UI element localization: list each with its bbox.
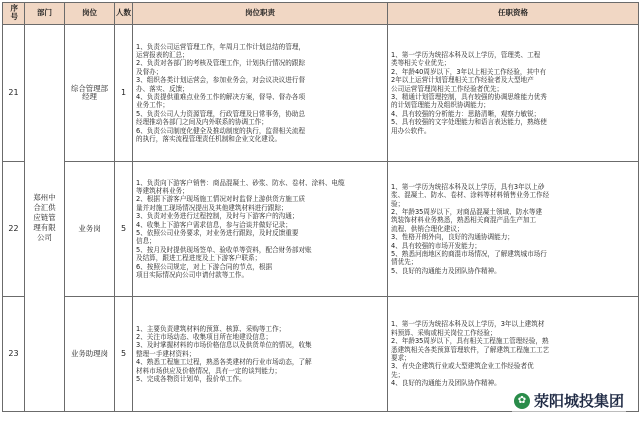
text-line: 1、负责公司运营管理工作，年周月工作计划总结的管理， (136, 42, 306, 51)
text-line: 4、良好的沟通能力及团队协作精神。 (391, 379, 501, 388)
text-line: 用办公软件。 (391, 126, 431, 135)
row-qualifications (388, 162, 639, 297)
text-line: 6、负责公司制度化健全及推动制度的执行，监督相关流程 (136, 126, 306, 135)
text-line: 3、有央企建筑行业或大型建筑企业工作经验者优 (391, 362, 534, 371)
row-seq: 22 (3, 162, 25, 297)
text-line: 要求； (391, 354, 411, 362)
text-line: 类等相关专业优先； (391, 59, 451, 68)
text-line: 1、第一学历为统招本科及以上学历，管理类、工程 (391, 50, 541, 59)
row-duties (133, 162, 388, 297)
text-line: 整理一手建材资料； (136, 349, 196, 358)
text-line: 1、主要负责建筑材料的预算、核算、采购等工作； (136, 324, 286, 333)
text-line: 信息； (136, 237, 156, 246)
text-line: 项目实际情况向公司申请付款等工作。 (136, 271, 249, 280)
text-line: 5、熟悉河南地区的商混市场情况，了解建筑城市场行 (391, 250, 547, 259)
row-qualifications (388, 25, 639, 162)
row-position: 业务助理岗 (65, 297, 115, 412)
table-row (3, 162, 639, 297)
watermark-text: 荥阳城投集团 (533, 392, 624, 410)
text-line: 1、第一学历为统招本科及以上学历，3年以上建筑材 (391, 320, 545, 329)
text-line: 5、具有较强的文字处理能力和语言表达能力，熟练使 (391, 118, 547, 127)
header-dept: 部门 (25, 3, 65, 25)
text-line: 5、良好的沟通能力及团队协作精神。 (391, 266, 501, 275)
watermark (512, 389, 626, 412)
header-seq: 序号 (3, 3, 25, 25)
text-line: 3、及时掌握材料的市场价格信息以及供货单位的情况，收集 (136, 341, 312, 350)
row-count: 5 (115, 297, 133, 412)
row-count: 5 (115, 162, 133, 297)
text-line: 5、完成各物资计划单，报价单工作。 (136, 375, 246, 384)
text-line: 5、依照公司业务要求，对业务进行跟踪，及时反馈重要 (136, 229, 299, 237)
text-line: 流程、供销合理化建议； (391, 224, 464, 233)
text-line: 先； (391, 370, 405, 379)
text-line: 4、熟悉工程施工过程，熟悉各类建材的行业市场动态，了解 (136, 358, 312, 367)
text-line: 的执行，落实流程管理责任机制和企业文化建设。 (136, 135, 282, 144)
text-line: 公司运营管理岗相关工作经验者优先； (391, 84, 504, 93)
row-position: 业务岗 (65, 162, 115, 297)
text-line: 5、负责公司人力资源管理，行政管理及日常事务，协助总 (136, 109, 306, 118)
text-line: 运营报表的汇总； (136, 50, 189, 59)
text-line: 5、按月及时提供现场签单、验收单等资料，配合财务部对账 (136, 245, 312, 254)
text-line: 2、年龄35周岁以下，具有相关工程施工管理经验，熟 (391, 337, 549, 346)
header-count: 人数 (115, 3, 133, 25)
row-count: 1 (115, 25, 133, 162)
text-line: 2、年龄35周岁以下，对商品混凝土领域、防水等建 (391, 207, 543, 216)
text-line: 2年以上运营计划管理相关工作经验者及大型地产 (391, 76, 534, 85)
text-line: 的计划管理能力及组织协调能力； (391, 101, 490, 110)
text-line: 量并对施工现场情况提出及其他建筑材料进行跟踪； (136, 203, 288, 212)
table-row (3, 25, 639, 162)
text-line: 办、落实、反馈； (136, 84, 189, 93)
header-qualifications: 任职资格 (388, 3, 639, 25)
header-position: 岗位 (65, 3, 115, 25)
text-line: 1、负责向下游客户销售：商品混凝土、砂浆、防水、卷材、涂料、电缆 (136, 178, 345, 187)
text-line: 悉建筑相关各类预算管理软件，了解建筑工程施工工艺 (391, 345, 550, 354)
text-line: 2、根据下游客户现场施工情况对时监督上游供货方施工质 (136, 195, 306, 204)
row-seq: 23 (3, 297, 25, 412)
text-line: 等建筑材料业务； (136, 186, 189, 195)
text-line: 2、年龄40周岁以下，3年以上相关工作经验，其中有 (391, 67, 547, 76)
text-line: 3、负责对业务进行过程控制，及时与下游客户的沟通； (136, 212, 299, 221)
header-duties: 岗位职责 (133, 3, 388, 25)
row-duties (133, 297, 388, 412)
table-header-row (3, 3, 639, 25)
row-seq: 21 (3, 25, 25, 162)
text-line: 4、具有较强的市场开发能力； (391, 241, 481, 250)
text-line: 料预算、采购或相关岗位工作经验； (391, 328, 497, 337)
wechat-logo-icon: ✿ (514, 393, 530, 409)
text-line: 及结算，跟进工程进度及上下游客户联系； (136, 254, 262, 263)
text-line: 业务工作； (136, 101, 169, 110)
text-line: 2、关注市场动态、收集项目所在地建设信息； (136, 332, 273, 341)
text-line: 2、负责对各部门的考核及管理工作，计划执行情况的跟踪 (136, 59, 306, 68)
text-line: 情优先； (391, 258, 418, 267)
text-line: 材料市场供应及价格情况，具有一定的谈判能力； (136, 366, 282, 375)
text-line: 筑装饰材料业务熟悉，熟悉相关商混产品生产加工 (391, 216, 537, 225)
text-line: 浆、混凝土、防水、卷材、涂料等材料销售业务工作经 (391, 191, 550, 200)
department-cell: 郑州中合汇供应链管理有限公司 (25, 25, 65, 412)
text-line: 1、第一学历为统招本科及以上学历，具有3年以上砂 (391, 182, 545, 191)
job-table (2, 2, 639, 412)
text-line: 3、精通计划管理控制，具有较强的协调思维能力优秀 (391, 93, 547, 101)
text-line: 3、组织各类计划运营会，参加业务会，对会议决议进行督 (136, 76, 306, 85)
text-line: 验； (391, 199, 405, 208)
text-line: 6、按照公司规定，对上下游合同的节点，根据 (136, 262, 273, 271)
text-line: 4、负责提供重难点业务工作的解决方案，督导、督办各项 (136, 93, 306, 101)
text-line: 4、具有较强的分析能力：思路清晰，观察力敏锐； (391, 109, 541, 118)
text-line: 4、收集上下游客户需求信息，参与洽谈并做好记录； (136, 220, 292, 229)
text-line: 3、性格开朗外向，良好的沟通协调能力； (391, 233, 514, 242)
text-line: 经理推动各部门之间及内外联系的协调工作； (136, 118, 268, 127)
text-line: 及督办； (136, 67, 163, 76)
row-position: 综合管理部经理 (65, 25, 115, 162)
row-duties (133, 25, 388, 162)
